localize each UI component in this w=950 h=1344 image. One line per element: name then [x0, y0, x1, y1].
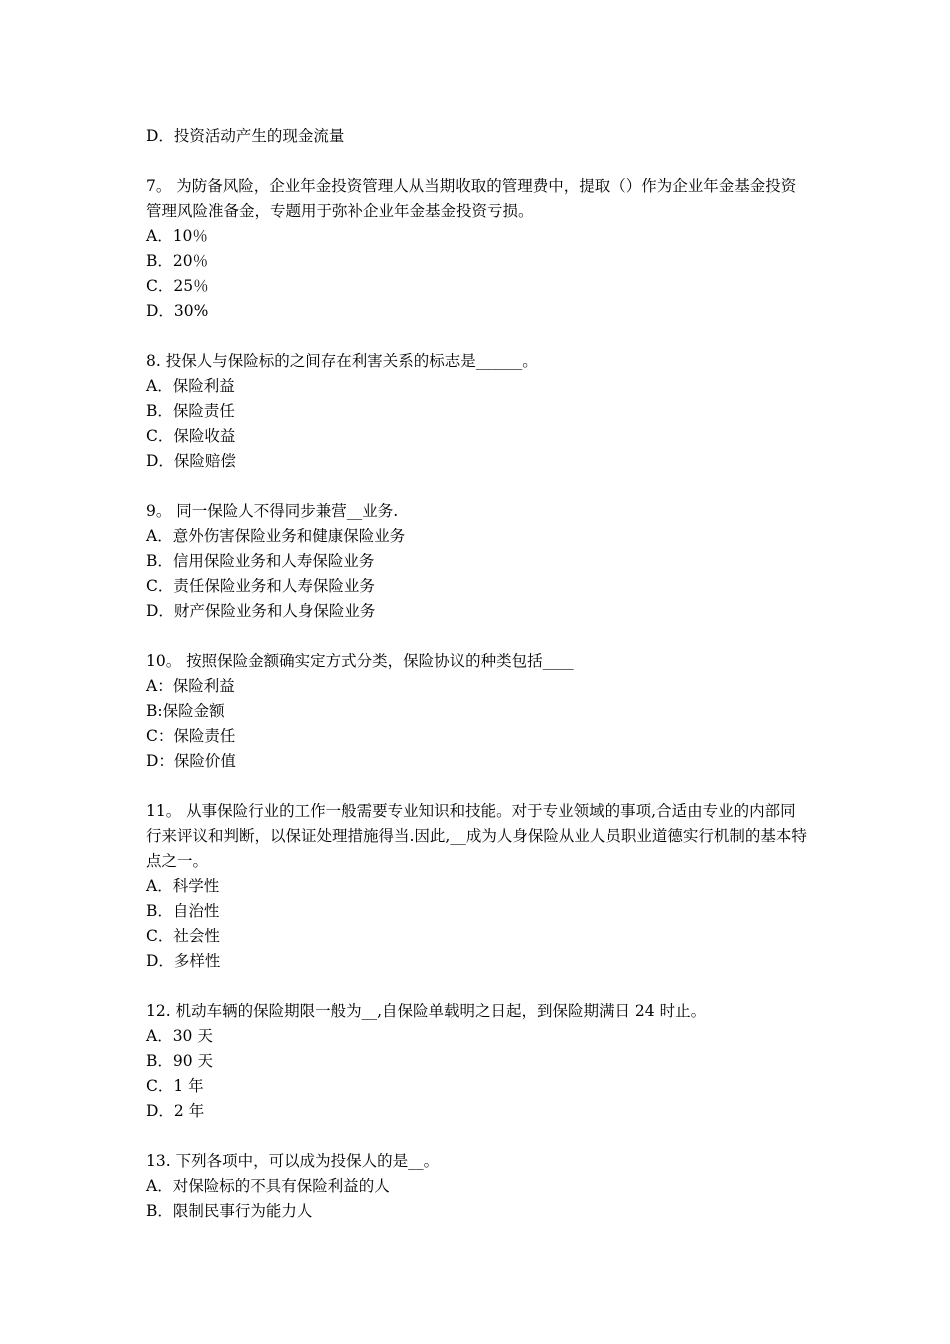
spacer [146, 624, 810, 649]
option-a: A．30 天 [146, 1027, 213, 1045]
option-a: A．对保险标的不具有保险利益的人 [146, 1177, 390, 1195]
option-d: D．保险赔偿 [146, 452, 236, 470]
spacer [146, 149, 810, 174]
option-b: B．20％ [146, 252, 209, 270]
option-c: C．25％ [146, 277, 209, 295]
option-a: A．10％ [146, 227, 208, 245]
option-c: C．责任保险业务和人寿保险业务 [146, 577, 375, 595]
option-c: C．保险收益 [146, 427, 236, 445]
question-text: 7。 为防备风险，企业年金投资管理人从当期收取的管理费中，提取（）作为企业年金基金投资管理风险准备金，专题用于弥补企业年金基金投资亏损。 [146, 177, 797, 220]
spacer [146, 1124, 810, 1149]
question-text: 9。 同一保险人不得同步兼营__业务. [146, 502, 399, 520]
spacer [146, 324, 810, 349]
option-d: D．2 年 [146, 1102, 205, 1120]
option-a: A．保险利益 [146, 377, 235, 395]
option-d: D．30% [146, 302, 209, 320]
spacer [146, 474, 810, 499]
question-text: 8. 投保人与保险标的之间存在利害关系的标志是______。 [146, 352, 538, 370]
question-text: 11。 从事保险行业的工作一般需要专业知识和技能。对于专业领域的事项,合适由专业的内部同行来评议和判断，以保证处理措施得当.因此,__成为人身保险从业人员职业道德实行机制的基本特点之一。 [146, 802, 807, 870]
option-b: B．保险责任 [146, 402, 235, 420]
spacer [146, 774, 810, 799]
option-c: C．社会性 [146, 927, 220, 945]
question-11 [146, 799, 810, 974]
question-text: 13. 下列各项中，可以成为投保人的是__。 [146, 1152, 440, 1170]
option-b: B．信用保险业务和人寿保险业务 [146, 552, 375, 570]
question-10 [146, 649, 810, 774]
option-c: C．1 年 [146, 1077, 204, 1095]
question-text: 10。 按照保险金额确实定方式分类，保险协议的种类包括____ [146, 652, 574, 670]
option-b: B．限制民事行为能力人 [146, 1202, 313, 1220]
option-b: B．自治性 [146, 902, 220, 920]
question-9 [146, 499, 810, 624]
exam-content [146, 124, 810, 1224]
question-13 [146, 1149, 810, 1224]
question-7 [146, 174, 810, 324]
option-d-prev-question: D．投资活动产生的现金流量 [146, 127, 345, 145]
question-12 [146, 999, 810, 1124]
spacer [146, 974, 810, 999]
option-d: D．多样性 [146, 952, 221, 970]
option-b: B:保险金额 [146, 702, 225, 720]
option-d: D．财产保险业务和人身保险业务 [146, 602, 376, 620]
option-a: A：保险利益 [146, 677, 235, 695]
question-8 [146, 349, 810, 474]
option-a: A．意外伤害保险业务和健康保险业务 [146, 527, 406, 545]
option-d: D：保险价值 [146, 752, 236, 770]
question-text: 12. 机动车辆的保险期限一般为__,自保险单载明之日起，到保险期满日 24 时止。 [146, 1002, 707, 1020]
option-c: C：保险责任 [146, 727, 236, 745]
option-b: B．90 天 [146, 1052, 214, 1070]
option-a: A．科学性 [146, 877, 220, 895]
